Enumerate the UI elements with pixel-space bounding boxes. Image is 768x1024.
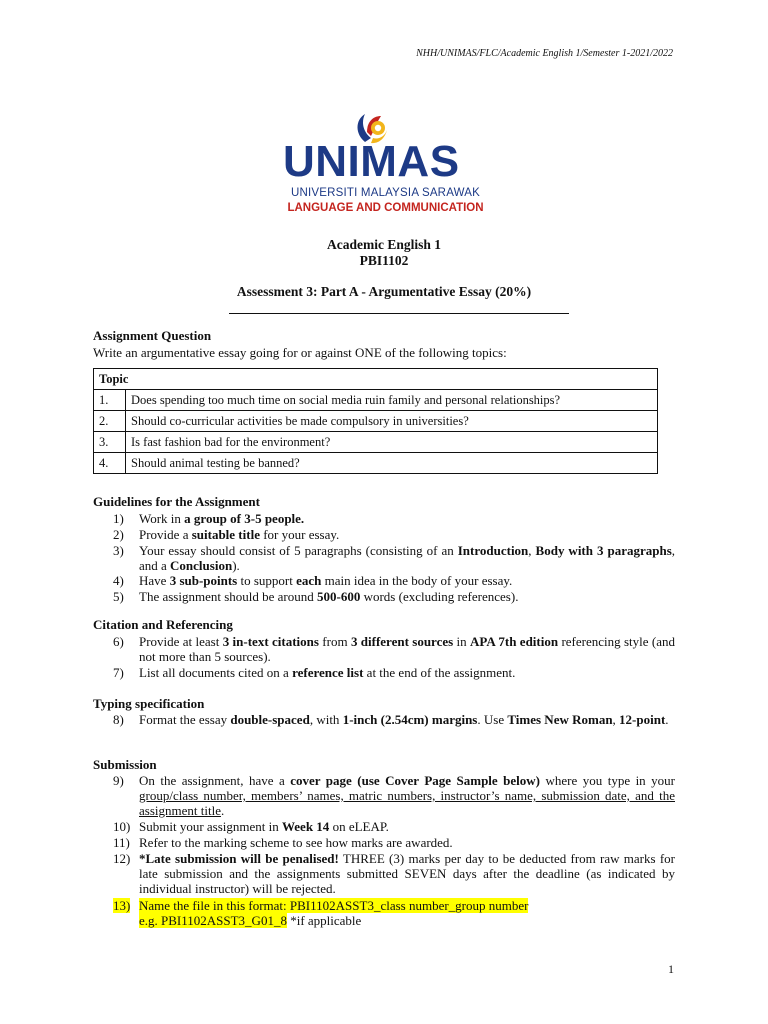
list-item [113, 835, 675, 850]
assignment-prompt: Write an argumentative essay going for or against ONE of the following topics: [93, 345, 507, 360]
item-text: from [318, 634, 351, 649]
item-text: on eLEAP. [329, 819, 389, 834]
item-text: , and a [139, 543, 676, 573]
item-number: 4) [113, 573, 124, 588]
item-text: The assignment should be around [139, 589, 317, 604]
item-text: On the assignment, have a [139, 773, 291, 788]
submission-heading: Submission [93, 757, 157, 772]
item-text: , [612, 712, 620, 727]
item-number: 5) [113, 589, 124, 604]
item-emphasis: double-spaced [230, 712, 310, 727]
list-item [113, 573, 675, 588]
topics-table [93, 368, 658, 474]
item-text: Format the essay [139, 712, 231, 727]
item-emphasis: Conclusion [170, 558, 233, 573]
item-emphasis: 500-600 [317, 589, 361, 604]
item-emphasis: 3 in-text citations [222, 634, 319, 649]
item-emphasis: Times New Roman [507, 712, 613, 727]
logo-university-name: UNIVERSITI MALAYSIA SARAWAK [290, 187, 481, 199]
table-row [94, 453, 658, 474]
item-number: 7) [113, 665, 124, 680]
table-header-row [94, 369, 658, 390]
table-row [94, 390, 658, 411]
list-item [113, 712, 675, 727]
item-emphasis: 12-point [619, 712, 666, 727]
item-number: 10) [113, 819, 131, 834]
list-item [113, 527, 675, 542]
guidelines-heading: Guidelines for the Assignment [93, 494, 260, 509]
topic-number: 2. [94, 411, 126, 432]
item-text: for your essay. [259, 527, 340, 542]
item-text: . [665, 712, 669, 727]
citation-heading: Citation and Referencing [93, 617, 233, 632]
item-text: words (excluding references). [360, 589, 519, 604]
item-text: Work in [139, 511, 185, 526]
list-item [113, 898, 675, 928]
topic-text: Should animal testing be banned? [126, 453, 658, 474]
unimas-logo [283, 108, 488, 218]
topic-text: Is fast fashion bad for the environment? [126, 432, 658, 453]
course-name: Academic English 1 [326, 237, 441, 252]
item-number: 2) [113, 527, 124, 542]
list-item [113, 511, 675, 526]
list-item [113, 634, 675, 664]
item-emphasis: Introduction [457, 543, 529, 558]
item-text: , with [309, 712, 343, 727]
topic-number: 1. [94, 390, 126, 411]
item-number: 11) [113, 835, 130, 850]
item-emphasis: 3 sub-points [169, 573, 238, 588]
item-text: at the end of the assignment. [363, 665, 516, 680]
item-text: Provide a [139, 527, 192, 542]
item-text: to support [237, 573, 297, 588]
item-text: main idea in the body of your essay. [321, 573, 513, 588]
list-item [113, 665, 675, 680]
course-code: PBI1102 [359, 253, 409, 268]
topic-text: Does spending too much time on social media ruin family and personal relationships? [126, 390, 658, 411]
item-text: Have [139, 573, 170, 588]
item-number: 12) [113, 851, 131, 866]
item-text: Your essay should consist of 5 paragraphs (consisting of an [139, 543, 458, 558]
item-emphasis: Body with 3 paragraphs [535, 543, 672, 558]
item-text: ). [232, 558, 240, 573]
topic-text: Should co-curricular activities be made compulsory in universities? [126, 411, 658, 432]
list-item [113, 589, 675, 604]
page-number: 1 [668, 962, 674, 976]
item-text: . [220, 803, 225, 818]
item-number: 13) [113, 898, 131, 913]
table-row [94, 432, 658, 453]
item-emphasis: each [296, 573, 322, 588]
item-emphasis: APA 7th edition [470, 634, 559, 649]
topic-number: 4. [94, 453, 126, 474]
item-number: 6) [113, 634, 124, 649]
item-emphasis: 1-inch (2.54cm) margins [342, 712, 478, 727]
title-underline [229, 313, 569, 314]
item-text: Refer to the marking scheme to see how marks are awarded. [139, 835, 453, 850]
item-number: 3) [113, 543, 124, 558]
item-text: . Use [477, 712, 508, 727]
table-row [94, 411, 658, 432]
item-underlined: group/class number, members’ names, matric numbers, instructor’s name, submission date, and the assignment title [139, 788, 675, 818]
item-text: where you type in your [540, 773, 675, 788]
item-text: , [528, 543, 536, 558]
item-text: referencing style (and not more than 5 sources). [139, 634, 675, 664]
assessment-title: Assessment 3: Part A - Argumentative Essay (20%) [236, 284, 532, 299]
list-item [113, 819, 675, 834]
item-emphasis: reference list [292, 665, 364, 680]
topic-number: 3. [94, 432, 126, 453]
item-number: 1) [113, 511, 124, 526]
typing-heading: Typing specification [93, 696, 205, 711]
item-emphasis: *Late submission will be penalised! [139, 851, 339, 866]
file-example-highlight: e.g. PBI1102ASST3_G01_8 [139, 913, 287, 928]
item-text: THREE (3) marks per day to be deducted from raw marks for late submission and the assignments submitted SEVEN days after the deadline (as indicated by individual instructor) will be rejected. [139, 851, 675, 896]
item-emphasis: cover page (use Cover Page Sample below) [290, 773, 540, 788]
file-format-highlight: Name the file in this format: PBI1102ASST3_class number_group number [139, 898, 529, 913]
header-reference: NHH/UNIMAS/FLC/Academic English 1/Semester 1-2021/2022 [416, 48, 673, 59]
topic-header: Topic [94, 369, 658, 390]
logo-department: LANGUAGE AND COMMUNICATION [287, 202, 484, 214]
item-text: in [453, 634, 471, 649]
item-text: *if applicable [286, 913, 362, 928]
list-item [113, 851, 675, 896]
logo-wordmark: UNIMAS [283, 137, 460, 186]
item-emphasis: Week 14 [282, 819, 330, 834]
list-item [113, 773, 675, 818]
item-emphasis: a group of 3-5 people. [184, 511, 305, 526]
item-text: List all documents cited on a [139, 665, 293, 680]
item-text: Submit your assignment in [139, 819, 282, 834]
assignment-question-heading: Assignment Question [93, 328, 212, 343]
list-item [113, 543, 675, 573]
item-emphasis: 3 different sources [350, 634, 454, 649]
item-emphasis: suitable title [191, 527, 260, 542]
item-number: 9) [113, 773, 124, 788]
item-number: 8) [113, 712, 124, 727]
item-text: Provide at least [139, 634, 223, 649]
